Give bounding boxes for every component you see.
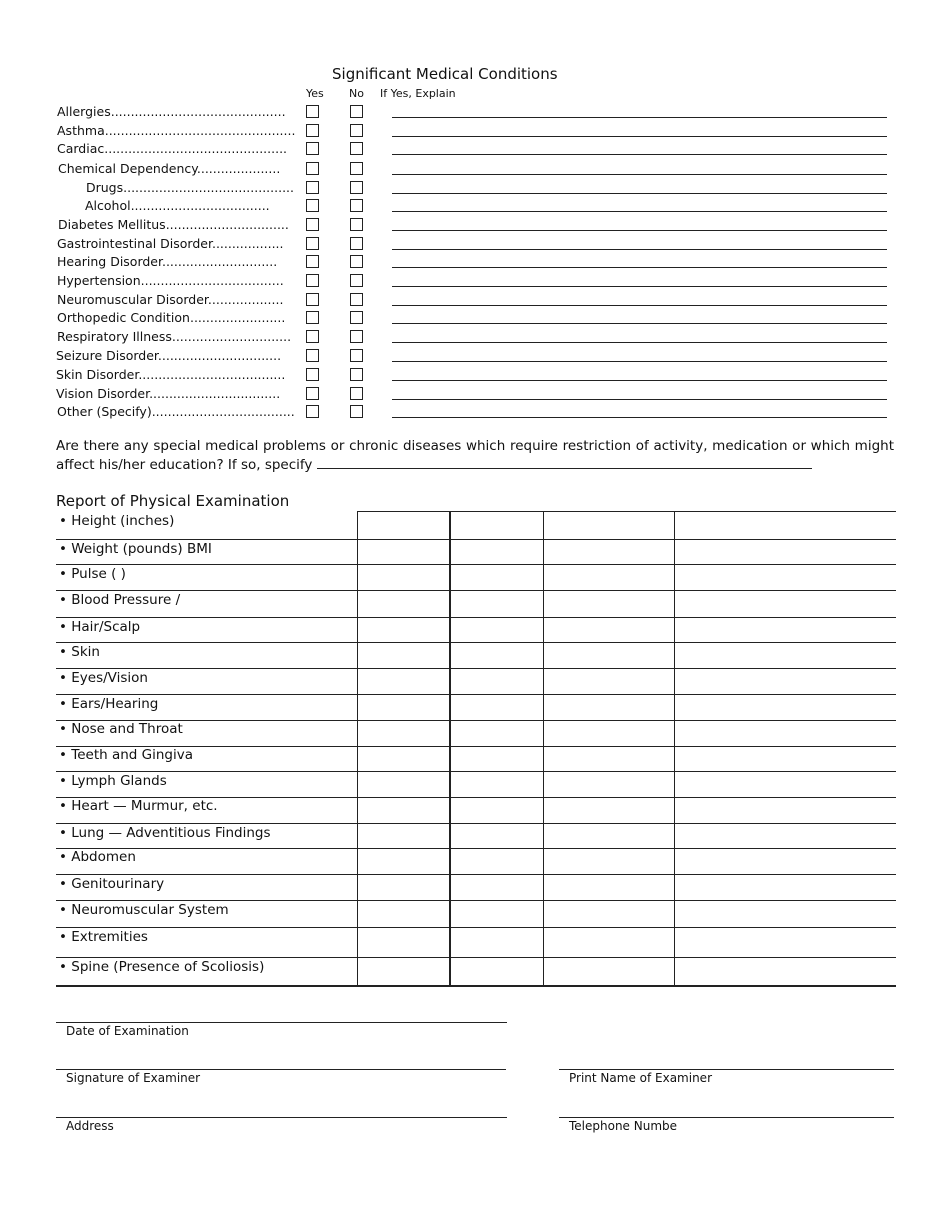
exam-entry-cell[interactable] [358,565,449,589]
condition-label: Diabetes Mellitus............................... [58,217,289,232]
print-name-field[interactable] [559,1069,894,1070]
exam-item-label: • Lung — Adventitious Findings [59,825,271,841]
exam-entry-cell[interactable] [675,643,896,667]
exam-entry-cell[interactable] [675,849,896,873]
condition-label: Allergies............................................ [57,104,286,119]
explain-field[interactable] [392,267,887,268]
exam-entry-cell[interactable] [358,849,449,873]
exam-entry-cell[interactable] [358,618,449,641]
exam-entry-cell[interactable] [544,591,674,616]
no-checkbox[interactable] [350,405,363,418]
exam-item-label: • Height (inches) [59,513,175,529]
exam-entry-cell[interactable] [675,565,896,589]
exam-entry-cell[interactable] [675,591,896,616]
exam-entry-cell[interactable] [544,721,674,745]
exam-entry-cell[interactable] [358,798,449,822]
exam-entry-cell[interactable] [675,772,896,796]
exam-item-label: • Abdomen [59,849,136,865]
exam-entry-cell[interactable] [544,512,674,538]
exam-entry-cell[interactable] [544,824,674,847]
exam-entry-cell[interactable] [544,875,674,899]
exam-entry-cell[interactable] [358,875,449,899]
yes-checkbox[interactable] [306,237,319,250]
table-rule [56,985,896,987]
yes-checkbox[interactable] [306,274,319,287]
exam-entry-cell[interactable] [358,591,449,616]
exam-item-label: • Nose and Throat [59,721,183,737]
exam-entry-cell[interactable] [544,849,674,873]
explain-field[interactable] [392,211,887,212]
exam-entry-cell[interactable] [358,958,449,984]
exam-item-label: • Neuromuscular System [59,902,229,918]
condition-label: Gastrointestinal Disorder.................. [57,236,284,251]
yes-checkbox[interactable] [306,311,319,324]
no-checkbox[interactable] [350,330,363,343]
exam-entry-cell[interactable] [544,747,674,770]
explain-column-header: If Yes, Explain [380,87,456,100]
telephone-field[interactable] [559,1117,894,1118]
exam-entry-cell[interactable] [451,540,543,563]
telephone-label: Telephone Numbe [569,1119,678,1133]
section-title: Significant Medical Conditions [332,65,558,83]
explain-field[interactable] [392,361,887,362]
exam-entry-cell[interactable] [544,695,674,719]
exam-entry-cell[interactable] [675,901,896,926]
exam-entry-cell[interactable] [544,643,674,667]
condition-label: Cardiac.............................................. [57,141,288,156]
yes-column-header: Yes [306,87,324,100]
exam-item-label: • Pulse ( ) [59,566,126,582]
exam-item-label: • Lymph Glands [59,773,167,789]
no-checkbox[interactable] [350,199,363,212]
exam-entry-cell[interactable] [544,540,674,563]
condition-label: Hypertension.................................... [57,273,284,288]
exam-entry-cell[interactable] [675,928,896,956]
yes-checkbox[interactable] [306,387,319,400]
exam-entry-cell[interactable] [451,772,543,796]
exam-entry-cell[interactable] [451,669,543,693]
yes-checkbox[interactable] [306,142,319,155]
no-checkbox[interactable] [350,293,363,306]
address-field[interactable] [56,1117,507,1118]
exam-entry-cell[interactable] [451,901,543,926]
no-column-header: No [349,87,364,100]
condition-label: Orthopedic Condition........................ [57,310,286,325]
exam-entry-cell[interactable] [451,591,543,616]
exam-item-label: • Blood Pressure / [59,592,181,608]
question-text: Are there any special medical problems or chronic diseases which require restriction of activity, medication or which might affect his/her education? If so, specify [56,438,894,473]
condition-label: Vision Disorder................................. [56,386,281,401]
yes-checkbox[interactable] [306,349,319,362]
exam-entry-cell[interactable] [451,928,543,956]
condition-label: Drugs........................................... [86,180,294,195]
address-label: Address [66,1119,114,1133]
exam-entry-cell[interactable] [544,901,674,926]
no-checkbox[interactable] [350,237,363,250]
no-checkbox[interactable] [350,105,363,118]
exam-entry-cell[interactable] [544,565,674,589]
exam-entry-cell[interactable] [451,875,543,899]
condition-label: Seizure Disorder............................... [56,348,282,363]
exam-entry-cell[interactable] [544,772,674,796]
exam-item-label: • Weight (pounds) BMI [59,541,212,557]
yes-checkbox[interactable] [306,218,319,231]
special-problems-question [56,437,894,475]
explain-field[interactable] [392,249,887,250]
exam-entry-cell[interactable] [675,540,896,563]
explain-field[interactable] [392,380,887,381]
exam-entry-cell[interactable] [675,824,896,847]
exam-entry-cell[interactable] [451,512,543,538]
exam-entry-cell[interactable] [358,721,449,745]
exam-entry-cell[interactable] [451,565,543,589]
yes-checkbox[interactable] [306,181,319,194]
exam-entry-cell[interactable] [675,669,896,693]
exam-entry-cell[interactable] [358,824,449,847]
no-checkbox[interactable] [350,124,363,137]
no-checkbox[interactable] [350,387,363,400]
yes-checkbox[interactable] [306,293,319,306]
explain-field[interactable] [392,417,887,418]
exam-entry-cell[interactable] [451,824,543,847]
exam-entry-cell[interactable] [675,721,896,745]
no-checkbox[interactable] [350,162,363,175]
explain-field[interactable] [392,305,887,306]
exam-entry-cell[interactable] [451,958,543,984]
yes-checkbox[interactable] [306,199,319,212]
exam-item-label: • Genitourinary [59,876,165,892]
yes-checkbox[interactable] [306,162,319,175]
signature-label: Signature of Examiner [66,1071,201,1085]
exam-item-label: • Hair/Scalp [59,619,141,635]
no-checkbox[interactable] [350,311,363,324]
exam-entry-cell[interactable] [675,798,896,822]
date-field[interactable] [56,1022,507,1023]
exam-entry-cell[interactable] [675,747,896,770]
exam-entry-cell[interactable] [358,643,449,667]
exam-item-label: • Teeth and Gingiva [59,747,193,763]
exam-entry-cell[interactable] [675,618,896,641]
yes-checkbox[interactable] [306,255,319,268]
no-checkbox[interactable] [350,368,363,381]
signature-field[interactable] [56,1069,506,1070]
explain-field[interactable] [392,323,887,324]
no-checkbox[interactable] [350,181,363,194]
exam-entry-cell[interactable] [358,772,449,796]
exam-item-label: • Skin [59,644,100,660]
exam-entry-cell[interactable] [451,618,543,641]
exam-entry-cell[interactable] [451,747,543,770]
exam-entry-cell[interactable] [544,618,674,641]
exam-entry-cell[interactable] [451,695,543,719]
exam-entry-cell[interactable] [544,928,674,956]
date-label: Date of Examination [66,1024,189,1038]
print-name-label: Print Name of Examiner [569,1071,712,1085]
condition-label: Respiratory Illness.............................. [57,329,292,344]
exam-entry-cell[interactable] [451,643,543,667]
condition-label: Hearing Disorder............................. [57,254,278,269]
explain-field[interactable] [392,193,887,194]
explain-field[interactable] [392,154,887,155]
exam-entry-cell[interactable] [451,798,543,822]
exam-item-label: • Ears/Hearing [59,696,159,712]
explain-field[interactable] [392,117,887,118]
exam-entry-cell[interactable] [675,875,896,899]
yes-checkbox[interactable] [306,124,319,137]
exam-entry-cell[interactable] [544,669,674,693]
exam-entry-cell[interactable] [675,512,896,538]
yes-checkbox[interactable] [306,330,319,343]
exam-item-label: • Heart — Murmur, etc. [59,798,218,814]
explain-field[interactable] [392,174,887,175]
exam-entry-cell[interactable] [544,958,674,984]
specify-field[interactable] [317,456,812,469]
exam-entry-cell[interactable] [451,849,543,873]
yes-checkbox[interactable] [306,368,319,381]
exam-item-label: • Extremities [59,929,148,945]
explain-field[interactable] [392,230,887,231]
no-checkbox[interactable] [350,142,363,155]
exam-entry-cell[interactable] [358,540,449,563]
condition-label: Neuromuscular Disorder................... [57,292,284,307]
exam-entry-cell[interactable] [358,669,449,693]
exam-entry-cell[interactable] [358,512,449,538]
exam-entry-cell[interactable] [451,721,543,745]
condition-label: Other (Specify).................................... [57,404,295,419]
exam-entry-cell[interactable] [358,901,449,926]
explain-field[interactable] [392,286,887,287]
exam-item-label: • Eyes/Vision [59,670,148,686]
exam-entry-cell[interactable] [358,928,449,956]
exam-entry-cell[interactable] [675,695,896,719]
no-checkbox[interactable] [350,255,363,268]
condition-label: Alcohol................................... [85,198,270,213]
report-title: Report of Physical Examination [56,492,290,510]
condition-label: Asthma................................................ [57,123,296,138]
explain-field[interactable] [392,136,887,137]
exam-item-label: • Spine (Presence of Scoliosis) [59,959,265,975]
condition-label: Skin Disorder..................................... [56,367,286,382]
explain-field[interactable] [392,399,887,400]
exam-entry-cell[interactable] [358,747,449,770]
exam-entry-cell[interactable] [675,958,896,984]
no-checkbox[interactable] [350,218,363,231]
explain-field[interactable] [392,342,887,343]
no-checkbox[interactable] [350,274,363,287]
yes-checkbox[interactable] [306,105,319,118]
no-checkbox[interactable] [350,349,363,362]
condition-label: Chemical Dependency..................... [58,161,281,176]
exam-entry-cell[interactable] [358,695,449,719]
exam-entry-cell[interactable] [544,798,674,822]
yes-checkbox[interactable] [306,405,319,418]
